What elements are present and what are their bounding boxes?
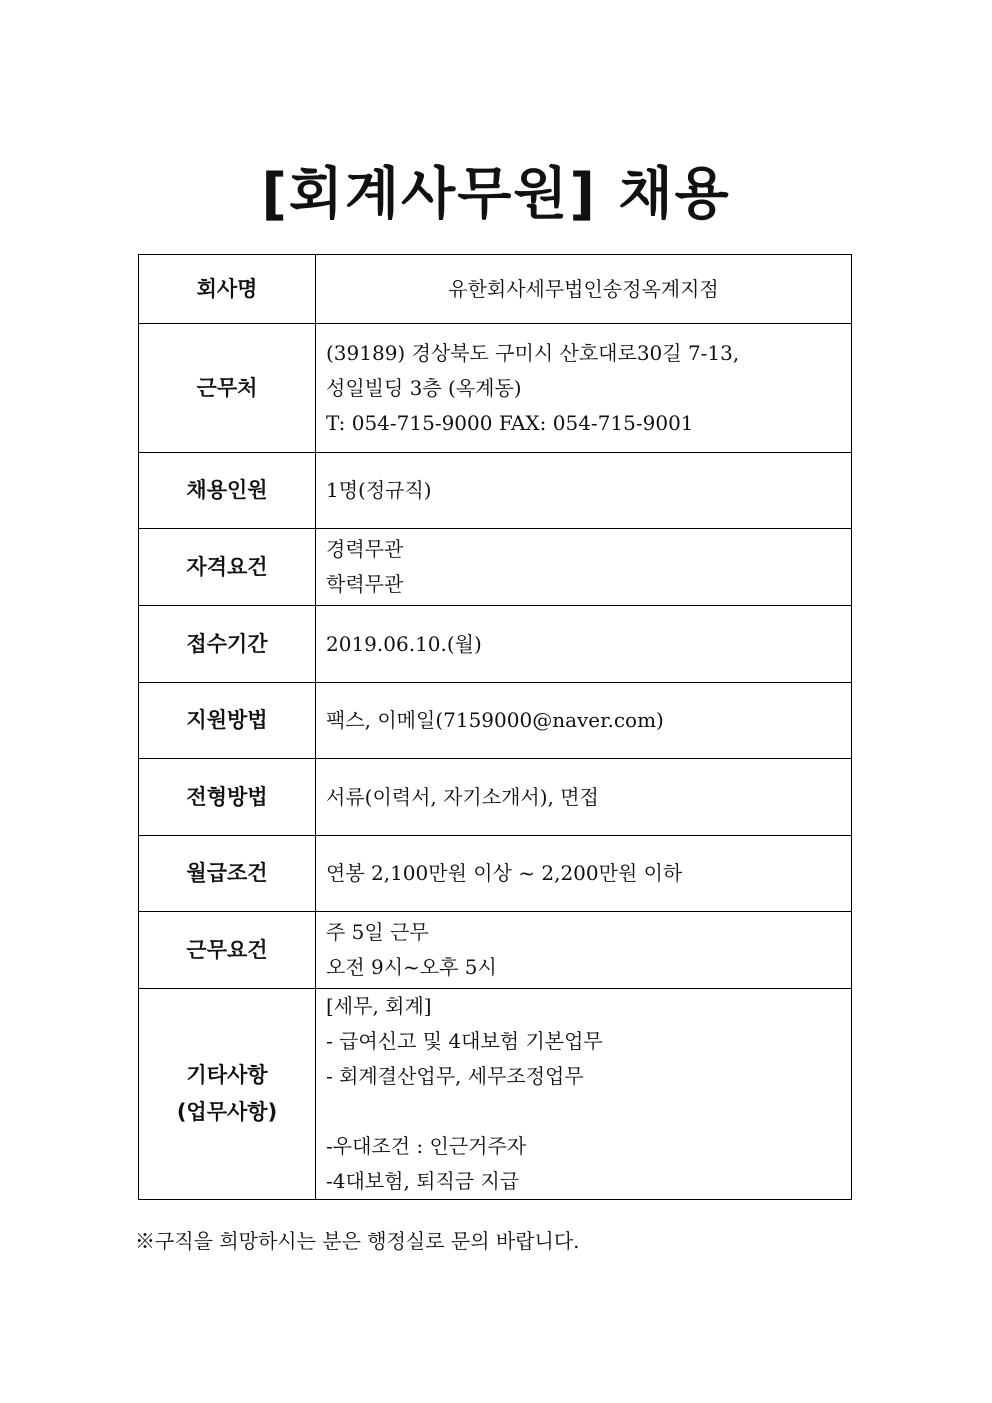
- etc-line-heading: [세무, 회계]: [326, 994, 432, 1018]
- etc-line-payroll: - 급여신고 및 4대보험 기본업무: [326, 1029, 603, 1053]
- location-address: (39189) 경상북도 구미시 산호대로30길 7-13,: [326, 340, 740, 365]
- row-qualification: [139, 529, 852, 606]
- location-contact: T: 054-715-9000 FAX: 054-715-9001: [326, 410, 694, 435]
- hours-time: 오전 9시~오후 5시: [326, 955, 497, 979]
- apply-value: 팩스, 이메일(7159000@naver.com): [316, 683, 852, 759]
- row-apply: [139, 683, 852, 759]
- row-etc: [139, 989, 852, 1200]
- row-salary: [139, 836, 852, 912]
- selection-value: 서류(이력서, 자기소개서), 면접: [316, 759, 852, 836]
- etc-value: [316, 989, 852, 1200]
- row-selection: [139, 759, 852, 836]
- qualification-career: 경력무관: [326, 537, 404, 561]
- etc-line-preference: -우대조건 : 인근거주자: [326, 1134, 527, 1158]
- etc-spacer: [326, 1094, 851, 1129]
- salary-value: 연봉 2,100만원 이상 ~ 2,200만원 이하: [316, 836, 852, 912]
- page-title: [회계사무원] 채용: [261, 162, 731, 227]
- qualification-value: [316, 529, 852, 606]
- hours-days: 주 5일 근무: [326, 920, 429, 944]
- location-building: 성일빌딩 3층 (옥계동): [326, 375, 522, 400]
- row-period: [139, 606, 852, 683]
- hours-value: [316, 912, 852, 989]
- etc-label-sub: (업무사항): [176, 1100, 278, 1124]
- row-location: [139, 324, 852, 453]
- location-value: [316, 324, 852, 453]
- period-value: 2019.06.10.(월): [316, 606, 852, 683]
- headcount-value: 1명(정규직): [316, 453, 852, 529]
- etc-label-main: 기타사항: [186, 1063, 268, 1087]
- row-company: [139, 255, 852, 324]
- apply-label: 지원방법: [139, 683, 316, 759]
- etc-label: [139, 989, 316, 1200]
- row-hours: [139, 912, 852, 989]
- selection-label: 전형방법: [139, 759, 316, 836]
- location-label: 근무처: [139, 324, 316, 453]
- etc-line-benefits: -4대보험, 퇴직금 지급: [326, 1169, 520, 1193]
- footer-note: ※구직을 희망하시는 분은 행정실로 문의 바랍니다.: [135, 1229, 580, 1253]
- company-value: 유한회사세무법인송정옥계지점: [316, 255, 852, 324]
- company-label: 회사명: [139, 255, 316, 324]
- salary-label: 월급조건: [139, 836, 316, 912]
- qualification-label: 자격요건: [139, 529, 316, 606]
- period-label: 접수기간: [139, 606, 316, 683]
- hours-label: 근무요건: [139, 912, 316, 989]
- headcount-label: 채용인원: [139, 453, 316, 529]
- job-posting-table: [138, 254, 852, 1200]
- qualification-education: 학력무관: [326, 572, 404, 596]
- row-headcount: [139, 453, 852, 529]
- etc-line-accounting: - 회계결산업무, 세무조정업무: [326, 1064, 584, 1088]
